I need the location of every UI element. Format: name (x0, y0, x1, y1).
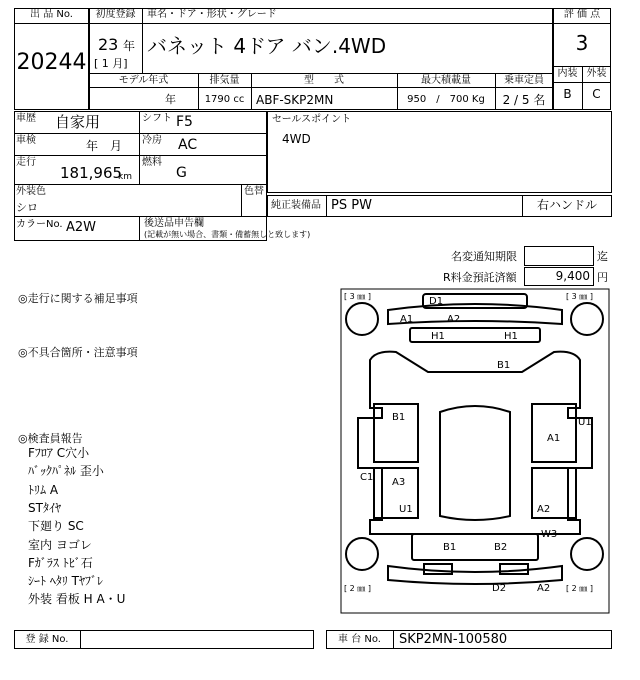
displacement: 1790 cc (204, 94, 245, 105)
model-type-label: 型 式 (304, 75, 344, 86)
license-plate (424, 564, 452, 574)
color-change-label: 色替 (244, 186, 264, 197)
tread-rear-right: [ 2 ㎜ ] (566, 584, 593, 593)
front-panel (410, 328, 540, 342)
defects-title: ◎不具合箇所・注意事項 (18, 346, 138, 359)
car-name: バネット 4ドア バン.4WD (147, 34, 387, 58)
equipment-label: 純正装備品 (271, 200, 321, 211)
roof (440, 406, 510, 520)
damage-mark: B1 (497, 360, 511, 371)
driving-notes-title: ◎走行に関する補足事項 (18, 292, 138, 305)
air-conditioner: AC (178, 137, 198, 153)
car-name-label: 車名・ドア・形状・グレード (147, 9, 277, 20)
history-label: 車歴 (16, 113, 36, 124)
damage-mark: H1 (504, 331, 518, 342)
max-load-label: 最大積載量 (421, 75, 471, 86)
damage-mark: C1 (360, 472, 374, 483)
post-documents-note: (記載が無い場合、書類・備蓄無しと致します) (144, 230, 311, 239)
rear-panel (412, 534, 538, 560)
model-type: ABF-SKP2MN (256, 93, 334, 107)
name-change-deadline-unit: 迄 (597, 250, 608, 263)
shift-label: シフト (142, 113, 172, 124)
mileage-unit: km (118, 172, 132, 182)
exterior-label: 外装 (586, 68, 607, 79)
inspector-item: 室内 ヨゴレ (28, 538, 92, 552)
exterior-color: シロ (16, 201, 38, 214)
tyre-front-left (346, 303, 378, 335)
inspector-item: Fｶﾞﾗｽ ﾄﾋﾞ石 (28, 556, 93, 570)
inspector-item: 下廻り SC (28, 519, 84, 533)
tyre-rear-right (571, 538, 603, 570)
inspector-item: 外装 看板 H A・U (28, 592, 126, 606)
interior-label: 内装 (557, 68, 578, 79)
fuel: G (176, 165, 187, 181)
score: 3 (575, 31, 589, 55)
exterior-color-label: 外装色 (16, 186, 46, 197)
model-year-unit: 年 (165, 93, 176, 106)
damage-mark: A2 (537, 583, 551, 594)
first-registration-month: [ 1 月] (94, 57, 128, 70)
inspector-item: ﾄﾘﾑ A (28, 483, 59, 497)
capacity: 2 / 5 名 (502, 93, 546, 107)
damage-mark: D1 (429, 296, 444, 307)
inspection-label: 車検 (16, 135, 36, 146)
selling-points-label: セールスポイント (272, 114, 352, 125)
recycle-fee-label: R料金預託済額 (443, 271, 517, 284)
tread-front-left: [ 3 ㎜ ] (344, 292, 371, 301)
fuel-label: 燃料 (142, 157, 162, 168)
mileage: 181,965 (60, 164, 123, 182)
inspector-item: ﾊﾞｯｸﾊﾟﾈﾙ 歪小 (28, 464, 104, 478)
first-registration-year: 23 (98, 35, 119, 54)
damage-mark: A1 (400, 314, 414, 325)
post-documents-label: 後送品申告欄 (144, 218, 204, 229)
damage-mark: A2 (537, 504, 551, 515)
score-label: 評 価 点 (563, 9, 601, 20)
recycle-fee: 9,400 (555, 269, 590, 283)
history: 自家用 (55, 113, 101, 131)
tread-rear-left: [ 2 ㎜ ] (344, 584, 371, 593)
color-number-label: カラーNo. (16, 219, 63, 230)
exterior-grade: C (592, 87, 601, 101)
damage-mark: B1 (392, 412, 406, 423)
rear-bumper (388, 566, 562, 584)
tyre-rear-left (346, 538, 378, 570)
damage-mark: D2 (492, 583, 507, 594)
lot-number: 20244 (16, 50, 87, 75)
model-year-label: モデル年式 (118, 75, 169, 86)
selling-points: 4WD (282, 132, 311, 146)
damage-mark: A1 (547, 433, 561, 444)
displacement-label: 排気量 (209, 75, 240, 86)
year-unit: 年 (123, 39, 136, 53)
inspector-item: ｼｰﾄ ﾍﾀﾘ Tﾔﾌﾞﾚ (28, 574, 103, 588)
damage-mark: W3 (541, 529, 558, 540)
damage-mark: U1 (399, 504, 413, 515)
ac-label: 冷房 (142, 135, 162, 146)
inspector-report-title: ◎検査員報告 (18, 432, 83, 445)
damage-mark: B1 (443, 542, 457, 553)
chassis-number: SKP2MN-100580 (399, 632, 508, 647)
inspector-item: STﾀｲﾔ (28, 501, 61, 515)
tyre-front-right (571, 303, 603, 335)
damage-diagram (340, 288, 610, 614)
damage-mark: U1 (578, 417, 592, 428)
mileage-label: 走行 (16, 157, 36, 168)
damage-mark: B2 (494, 542, 508, 553)
name-change-deadline-label: 名変通知期限 (451, 250, 517, 263)
registration-number-label: 登 録 No. (25, 634, 69, 645)
chassis-number-label: 車 台 No. (338, 634, 381, 645)
inspector-item: Fﾌﾛｱ C穴小 (28, 446, 90, 460)
handle-position: 右ハンドル (536, 198, 597, 212)
damage-mark: A2 (447, 314, 461, 325)
damage-mark: A3 (392, 477, 406, 488)
lot-number-label: 出 品 No. (30, 9, 73, 20)
rear-light (500, 564, 528, 574)
tread-front-right: [ 3 ㎜ ] (566, 292, 593, 301)
interior-grade: B (563, 87, 572, 101)
shift: F5 (176, 114, 193, 130)
damage-mark: H1 (431, 331, 445, 342)
first-registration-label: 初度登録 (95, 9, 136, 20)
color-number: A2W (66, 220, 97, 235)
equipment: PS PW (331, 198, 372, 213)
max-load: 950 / 700 Kg (407, 94, 485, 105)
diagram-frame (341, 289, 609, 613)
recycle-fee-unit: 円 (597, 271, 608, 284)
inspection: 年 月 (86, 139, 123, 153)
capacity-label: 乗車定員 (504, 75, 544, 86)
name-change-deadline-value (524, 246, 594, 266)
